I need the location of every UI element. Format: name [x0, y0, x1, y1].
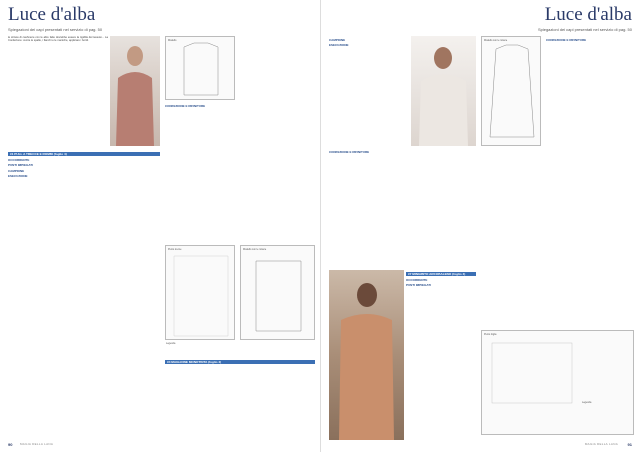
pattern-text-mid [165, 102, 315, 242]
section-heading: CONFEZIONE E RIFINITURE [165, 103, 206, 108]
page-title: Luce d'alba [8, 4, 96, 25]
section-heading: OCCORRENTE [8, 157, 30, 162]
page-footer: MAGIA DELLA LANA [20, 442, 54, 446]
garment-outline-icon [241, 246, 316, 341]
item-heading: #4 MAGLIONE MONOTINTA (foglio 4) [165, 360, 315, 364]
section-heading: CAMPIONE [329, 37, 346, 42]
schema-label: Punto foglie [484, 333, 497, 336]
model-figure-icon [411, 36, 476, 146]
section-heading: PUNTI IMPIEGATI [406, 283, 431, 288]
page-number: 91 [627, 442, 632, 447]
page-title: Luce d'alba [544, 4, 632, 25]
section-heading: ESECUZIONE [329, 43, 349, 47]
right-page [320, 0, 640, 452]
leaf-schema [481, 330, 634, 435]
schema-label: Modello [168, 39, 177, 42]
sweater-outline-icon [166, 37, 236, 101]
section-heading: CONFEZIONE E RIFINITURE [329, 149, 370, 154]
pattern-text-r1 [329, 36, 409, 146]
pattern-text-r2 [329, 148, 476, 268]
section-heading: OCCORRENTE [406, 277, 428, 282]
item-heading: #1 PULL A TRECCE E ROMBI (foglio 4) [8, 152, 160, 156]
front-schema [165, 36, 235, 100]
section-heading: CAMPIONE [8, 168, 25, 173]
dress-outline-icon [482, 37, 542, 147]
model-figure-icon [329, 270, 404, 440]
legend-label: Legenda [582, 401, 592, 404]
section-heading: ESECUZIONE [8, 174, 28, 179]
page-subtitle: Spiegazioni dei capi presentati nel servizio di pag. 50 [537, 27, 632, 32]
measure-schema [240, 245, 315, 340]
schema-label: Modello con le misure [243, 248, 267, 251]
page-number: 90 [8, 442, 13, 447]
dress-schema [481, 36, 541, 146]
page-footer: MAGIA DELLA LANA [584, 442, 618, 446]
legend-label: Legenda [166, 342, 176, 345]
section-heading: PUNTI IMPIEGATI [8, 163, 33, 168]
pattern-text-left [8, 150, 160, 440]
item-heading: #7 MINIABITO ARCOBALENO (foglio 4) [406, 272, 476, 276]
knit-chart-grid [166, 246, 236, 341]
cable-schema [165, 245, 235, 340]
intro-text: le strisce di cashmere con le altre fatte dovrebbe essere la rigidità del tessuto... La Confezione: cucire le spalle, i fianchi e le maniche, applicare i bordi. [8, 36, 108, 43]
knit-chart-grid [482, 331, 635, 436]
model-photo [411, 36, 476, 146]
page-subtitle: Spiegazioni dei capi presentati nel servizio di pag. 50 [8, 27, 103, 32]
pattern-text-bottom [165, 358, 315, 438]
model-photo [329, 270, 404, 440]
model-photo [110, 36, 160, 146]
model-figure-icon [110, 36, 160, 146]
schema-label: Punto trecce [168, 248, 182, 251]
section-heading: CONFEZIONE E RIFINITURE [546, 37, 587, 42]
pattern-text-r3 [406, 270, 476, 440]
schema-label: Modello con le misure [484, 39, 508, 42]
pattern-text-r4 [546, 36, 634, 326]
